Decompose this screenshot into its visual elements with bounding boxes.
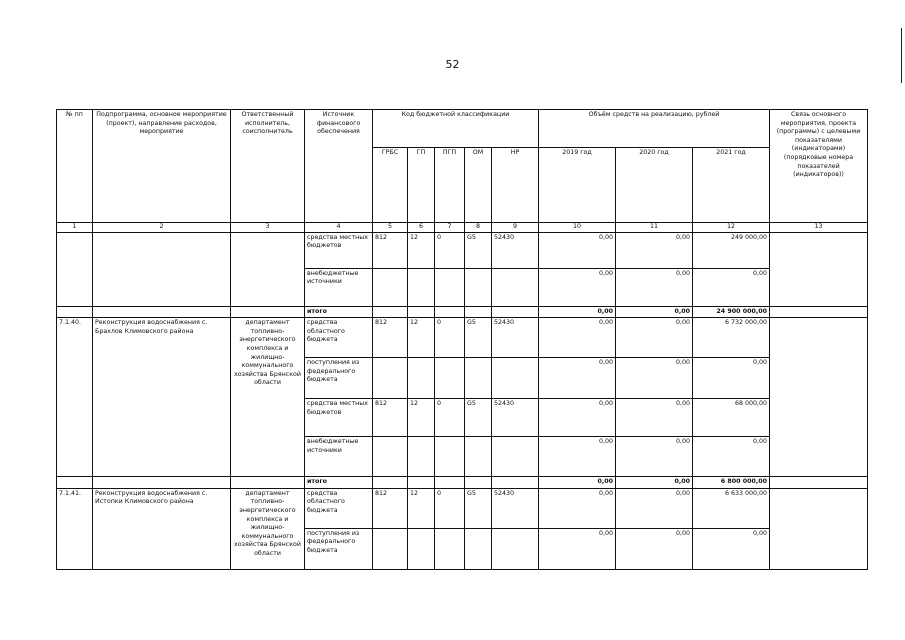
amount-2019: 0,00: [539, 232, 616, 268]
column-number-row: [57, 223, 868, 233]
total-row: [57, 477, 868, 489]
scan-edge-mark: [901, 28, 902, 83]
pgp-cell: 0: [435, 488, 465, 528]
amount-2019: 0,00: [539, 399, 616, 437]
amount-2021: 0,00: [693, 437, 770, 477]
grbs-cell: 812: [373, 488, 408, 528]
grbs-cell: 812: [373, 318, 408, 358]
amount-2021: 0,00: [693, 358, 770, 399]
amount-2020: 0,00: [616, 399, 693, 437]
om-cell: G5: [465, 232, 492, 268]
amount-2020: 0,00: [616, 488, 693, 528]
header-year-2021: 2021 год: [693, 148, 770, 223]
total-2019: 0,00: [539, 477, 616, 489]
gp-cell: 12: [408, 399, 435, 437]
header-gp: ГП: [408, 148, 435, 223]
total-2019: 0,00: [539, 306, 616, 318]
column-number: 12: [693, 223, 770, 233]
header-subprogram: Подпрограмма, основное мероприятие (проект), направление расходов, мероприятие: [93, 110, 231, 223]
nr-cell: 52430: [492, 488, 539, 528]
header-grbs: ГРБС: [373, 148, 408, 223]
total-2020: 0,00: [616, 306, 693, 318]
amount-2020: 0,00: [616, 528, 693, 569]
amount-2020: 0,00: [616, 268, 693, 306]
item-name: Реконструкция водоснабжения с. Истопки Климовского района: [93, 488, 231, 569]
source-cell: средства областного бюджета: [305, 488, 373, 528]
row-no-cell: [57, 232, 93, 306]
amount-2021: 0,00: [693, 268, 770, 306]
gp-cell: 12: [408, 232, 435, 268]
column-number: 2: [93, 223, 231, 233]
source-cell: внебюджетные источники: [305, 437, 373, 477]
amount-2019: 0,00: [539, 437, 616, 477]
source-cell: средства областного бюджета: [305, 318, 373, 358]
column-number: 9: [492, 223, 539, 233]
amount-2021: 0,00: [693, 528, 770, 569]
header-link: Связь основного мероприятия, проекта (программы) с целевыми показателями (индикаторами) (порядковые номера показателей (индикаторов)): [770, 110, 868, 223]
row-responsible-cell: [231, 232, 305, 306]
gp-cell: 12: [408, 318, 435, 358]
table-row: [57, 232, 868, 268]
amount-2021: 249 000,00: [693, 232, 770, 268]
om-cell: G5: [465, 318, 492, 358]
pgp-cell: 0: [435, 399, 465, 437]
header-no: № пп: [57, 110, 93, 223]
header-pgp: ПГП: [435, 148, 465, 223]
column-number: 6: [408, 223, 435, 233]
total-label: итого: [305, 477, 373, 489]
grbs-cell: 812: [373, 232, 408, 268]
header-responsible: Ответственный исполнитель, соисполнитель: [231, 110, 305, 223]
header-nr: НР: [492, 148, 539, 223]
header-source: Источник финансового обеспечения: [305, 110, 373, 223]
total-row: [57, 306, 868, 318]
table-row: [57, 488, 868, 528]
om-cell: G5: [465, 488, 492, 528]
amount-2020: 0,00: [616, 437, 693, 477]
link-cell: [770, 232, 868, 306]
amount-2020: 0,00: [616, 232, 693, 268]
column-number: 8: [465, 223, 492, 233]
column-number: 4: [305, 223, 373, 233]
header-volume: Объём средств на реализацию, рублей: [539, 110, 770, 148]
header-year-2020: 2020 год: [616, 148, 693, 223]
source-cell: средства местных бюджетов: [305, 399, 373, 437]
amount-2019: 0,00: [539, 358, 616, 399]
source-cell: средства местных бюджетов: [305, 232, 373, 268]
budget-table: [56, 109, 868, 570]
om-cell: G5: [465, 399, 492, 437]
item-responsible: департамент топливно-энергетического комплекса и жилищно-коммунального хозяйства Брянской области: [231, 488, 305, 569]
column-number: 7: [435, 223, 465, 233]
amount-2021: 6 633 000,00: [693, 488, 770, 528]
source-cell: поступления из федерального бюджета: [305, 358, 373, 399]
gp-cell: 12: [408, 488, 435, 528]
column-number: 10: [539, 223, 616, 233]
amount-2020: 0,00: [616, 358, 693, 399]
column-number: 11: [616, 223, 693, 233]
item-responsible: департамент топливно-энергетического комплекса и жилищно-коммунального хозяйства Брянской области: [231, 318, 305, 477]
total-2021: 24 900 000,00: [693, 306, 770, 318]
column-number: 1: [57, 223, 93, 233]
amount-2021: 68 000,00: [693, 399, 770, 437]
amount-2019: 0,00: [539, 318, 616, 358]
table-row: [57, 318, 868, 358]
amount-2020: 0,00: [616, 318, 693, 358]
total-2021: 6 800 000,00: [693, 477, 770, 489]
amount-2019: 0,00: [539, 268, 616, 306]
item-name: Реконструкция водоснабжения с. Брахлов Климовского района: [93, 318, 231, 477]
row-name-cell: [93, 232, 231, 306]
total-label: итого: [305, 306, 373, 318]
amount-2021: 6 732 000,00: [693, 318, 770, 358]
column-number: 3: [231, 223, 305, 233]
source-cell: внебюджетные источники: [305, 268, 373, 306]
amount-2019: 0,00: [539, 528, 616, 569]
nr-cell: 52430: [492, 318, 539, 358]
amount-2019: 0,00: [539, 488, 616, 528]
pgp-cell: 0: [435, 232, 465, 268]
total-2020: 0,00: [616, 477, 693, 489]
header-budget-code: Код бюджетной классификации: [373, 110, 539, 148]
column-number: 13: [770, 223, 868, 233]
link-cell: [770, 318, 868, 477]
pgp-cell: 0: [435, 318, 465, 358]
header-row: [57, 110, 868, 148]
column-number: 5: [373, 223, 408, 233]
page-number: 52: [445, 58, 460, 71]
source-cell: поступления из федерального бюджета: [305, 528, 373, 569]
link-cell: [770, 488, 868, 569]
grbs-cell: 812: [373, 399, 408, 437]
header-om: ОМ: [465, 148, 492, 223]
header-year-2019: 2019 год: [539, 148, 616, 223]
nr-cell: 52430: [492, 232, 539, 268]
item-number: 7.1.41.: [57, 488, 93, 569]
item-number: 7.1.40.: [57, 318, 93, 477]
nr-cell: 52430: [492, 399, 539, 437]
